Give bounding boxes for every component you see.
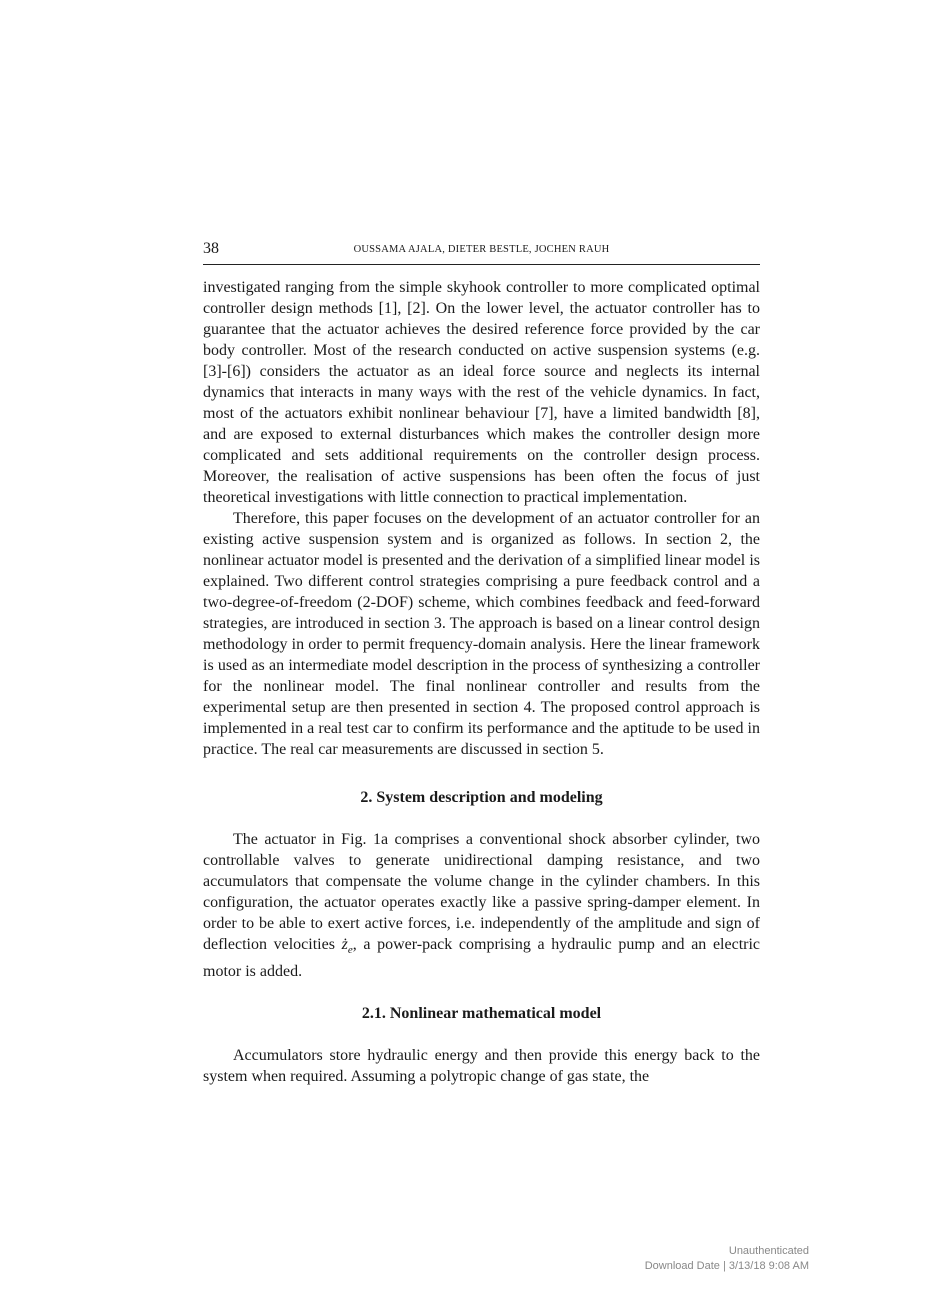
deflection-velocity-symbol	[341, 936, 353, 957]
paragraph-3	[203, 829, 760, 982]
paragraph-3-text-b: , a power-pack comprising a hydraulic pump and an electric motor is added.	[203, 936, 761, 981]
body-text	[203, 277, 760, 1087]
running-head-authors: OUSSAMA AJALA, DIETER BESTLE, JOCHEN RAUH	[353, 244, 610, 255]
section-heading-2: 2. System description and modeling	[360, 789, 603, 806]
math-z-dot: ż	[341, 936, 348, 953]
paragraph-4: Accumulators store hydraulic energy and then provide this energy back to the system when required. Assuming a polytropic change of gas state, the	[203, 1047, 760, 1086]
footer-download-date: Download Date | 3/13/18 9:08 AM	[644, 1260, 809, 1272]
footer-unauthenticated: Unauthenticated	[728, 1245, 809, 1257]
subsection-heading-2-1: 2.1. Nonlinear mathematical model	[361, 1005, 602, 1023]
download-footer	[645, 1244, 809, 1274]
running-header	[203, 240, 760, 265]
page-number: 38	[203, 240, 219, 257]
math-subscript-e: e	[347, 944, 353, 957]
paragraph-1: investigated ranging from the simple skyhook controller to more complicated optimal controller design methods [1], [2]. On the lower level, the actuator controller has to guarantee that the actuator achieves the desired reference force provided by the car body controller. Most of the research conducted on active suspension systems (e.g. [3]-[6]) considers the actuator as an ideal force source and neglects its internal dynamics that interacts in many ways with the rest of the vehicle dynamics. In fact, most of the actuators exhibit nonlinear behaviour [7], have a limited bandwidth [8], and are exposed to external disturbances which makes the controller design more complicated and sets additional requirements on the controller design process. Moreover, the realisation of active suspensions has been often the focus of just theoretical investigations with little connection to practical implementation.	[203, 279, 760, 506]
paragraph-3-text-a: The actuator in Fig. 1a comprises a conventional shock absorber cylinder, two controllable valves to generate unidirectional damping resistance, and two accumulators that compensate the volume change in the cylinder chambers. In this configuration, the actuator operates exactly like a passive spring-damper element. In order to be able to exert active forces, i.e. independently of the amplitude and sign of deflection velocities	[203, 831, 760, 953]
paragraph-2: Therefore, this paper focuses on the development of an actuator controller for an existing active suspension system and is organized as follows. In section 2, the nonlinear actuator model is presented and the derivation of a simplified linear model is explained. Two different control strategies comprising a pure feedback control and a two-degree-of-freedom (2-DOF) scheme, which combines feedback and feed-forward strategies, are introduced in section 3. The approach is based on a linear control design methodology in order to permit frequency-domain analysis. Here the linear framework is used as an intermediate model description in the process of synthesizing a controller for the nonlinear model. The final nonlinear controller and results from the experimental setup are then presented in section 4. The proposed control approach is implemented in a real test car to confirm its performance and the aptitude to be used in practice. The real car measurements are discussed in section 5.	[203, 510, 760, 758]
